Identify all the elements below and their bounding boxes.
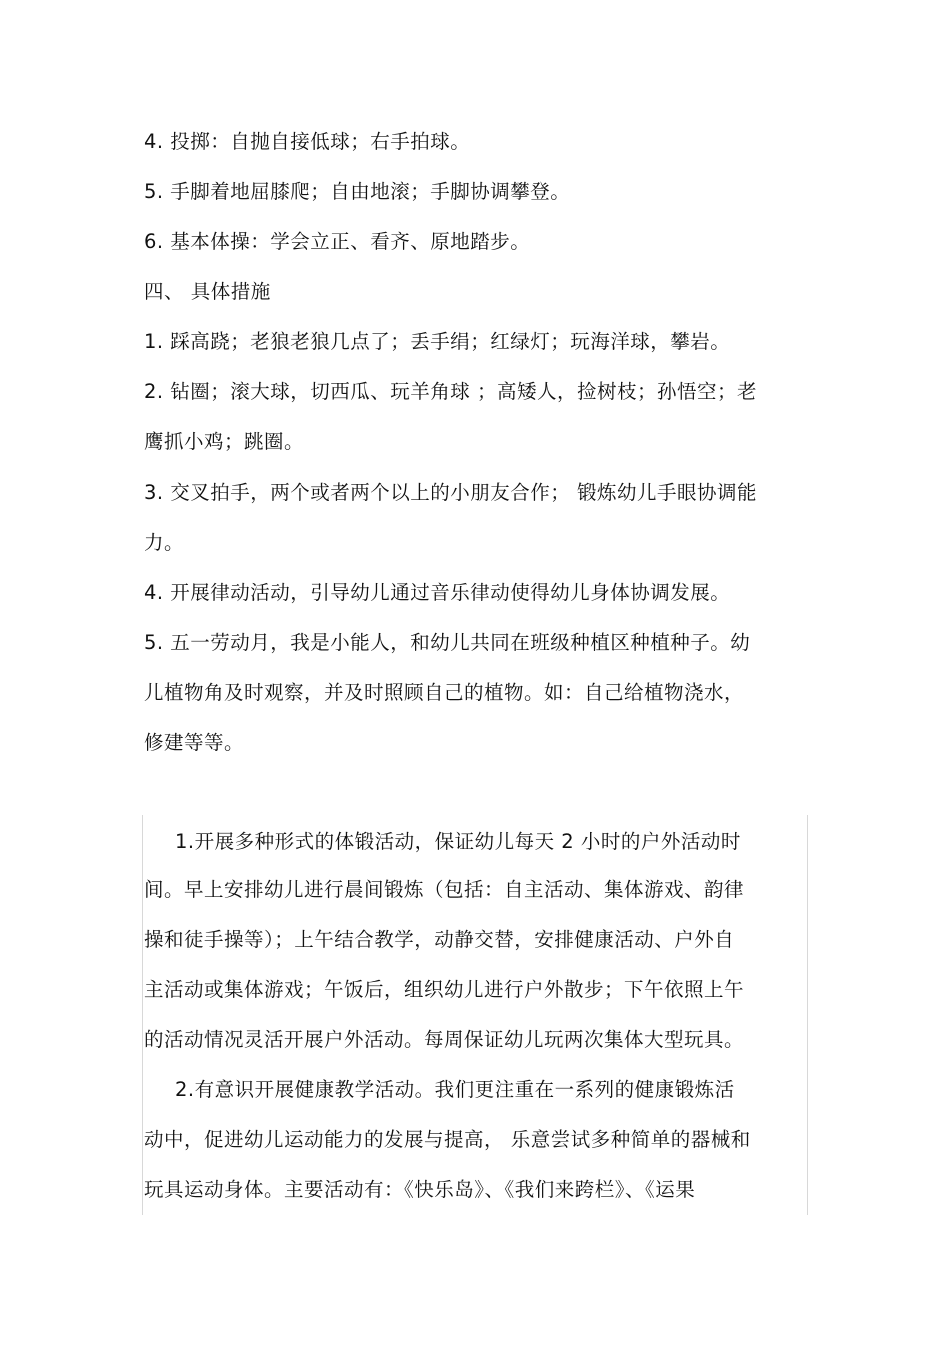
text-line: 鹰抓小鸡；跳圈。 — [144, 430, 305, 453]
text-line: 1. 踩高跷；老狼老狼几点了；丢手绢；红绿灯；玩海洋球，攀岩。 — [144, 330, 731, 353]
text-line: 修建等等。 — [144, 731, 245, 754]
text-line: 儿植物角及时观察，并及时照顾自己的植物。如：自己给植物浇水， — [144, 681, 745, 704]
text-line: 4. 投掷：自抛自接低球；右手拍球。 — [144, 130, 471, 153]
text-line: 间。早上安排幼儿进行晨间锻炼（包括：自主活动、集体游戏、韵律 — [144, 878, 745, 901]
text-line: 6. 基本体操：学会立正、看齐、原地踏步。 — [144, 230, 531, 253]
text-line: 5. 五一劳动月，我是小能人，和幼儿共同在班级种植区种植种子。幼 — [144, 631, 751, 654]
text-line: 5. 手脚着地屈膝爬；自由地滚；手脚协调攀登。 — [144, 180, 571, 203]
text-line: 4. 开展律动活动，引导幼儿通过音乐律动使得幼儿身体协调发展。 — [144, 581, 731, 604]
text-line: 操和徒手操等）；上午结合教学，动静交替，安排健康活动、户外自 — [144, 928, 735, 951]
text-line: 3. 交叉拍手，两个或者两个以上的小朋友合作； 锻炼幼儿手眼协调能 — [144, 481, 758, 504]
text-line: 2. 钻圈；滚大球，切西瓜、玩羊角球 ；高矮人，捡树枝；孙悟空；老 — [144, 380, 758, 403]
text-line: 动中，促进幼儿运动能力的发展与提高， 乐意尝试多种简单的器械和 — [144, 1128, 751, 1151]
text-line: 玩具运动身体。主要活动有：《快乐岛》、《我们来跨栏》、《运果 — [144, 1178, 696, 1201]
paragraph-start-line: 1.开展多种形式的体锻活动，保证幼儿每天 2 小时的户外活动时 — [175, 830, 741, 853]
paragraph-start-line: 2.有意识开展健康教学活动。我们更注重在一系列的健康锻炼活 — [175, 1078, 735, 1101]
text-line: 主活动或集体游戏；午饭后，组织幼儿进行户外散步；下午依照上午 — [144, 978, 745, 1001]
section-heading: 四、 具体措施 — [144, 280, 271, 303]
text-line: 力。 — [144, 531, 185, 554]
bordered-text-block — [142, 815, 808, 1215]
text-line: 的活动情况灵活开展户外活动。每周保证幼儿玩两次集体大型玩具。 — [144, 1028, 745, 1051]
